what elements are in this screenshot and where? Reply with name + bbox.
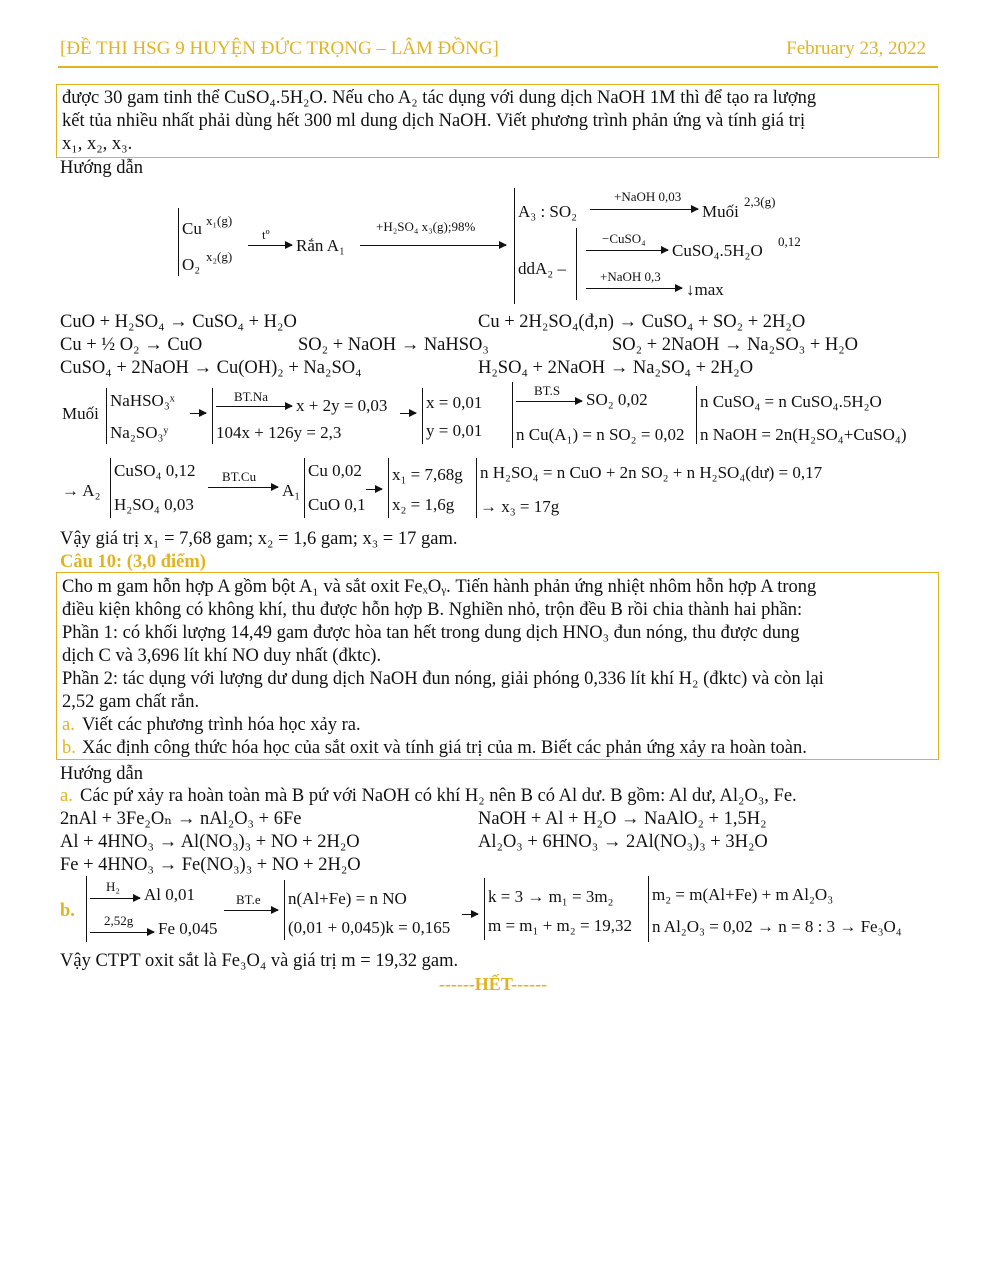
scheme-salt: Muối: [702, 202, 739, 221]
scheme-cu-mass: x₁(g): [206, 213, 233, 228]
calc-btcu-label: BT.Cu: [222, 469, 257, 484]
q9-result: Vậy giá trị x₁ = 7,68 gam; x₂ = 1,6 gam; x₃ = 17 gam.: [60, 529, 458, 549]
calc-y: y = 0,01: [426, 421, 483, 440]
calc-x: x = 0,01: [426, 393, 483, 412]
q9-eq-5: SO₂ + 2NaOH → Na₂SO₃ + H₂O: [612, 335, 859, 355]
q10-eq-5: Fe + 4HNO₃ → Fe(NO₃)₃ + NO + 2H₂O: [60, 855, 361, 875]
scheme-arrow2-label: +H₂SO₄ x₃(g);98%: [376, 219, 476, 234]
calc-salt-label: Muối: [62, 404, 99, 423]
q10-part-a-label: a.: [62, 715, 75, 735]
q10b-k-eq: (0,01 + 0,045)k = 0,165: [288, 918, 451, 937]
q10-line-6: 2,52 gam chất rắn.: [62, 692, 200, 712]
q10-eq-4: Al₂O₃ + 6HNO₃ → 2Al(NO₃)₃ + 3H₂O: [478, 832, 768, 852]
q10-guide-a-text: Các pứ xảy ra hoàn toàn mà B pứ với NaOH có khí H₂ nên B có Al dư. B gồm: Al dư, Al₂O₃, Fe.: [80, 786, 797, 806]
calc-a1-cuo: CuO 0,1: [308, 495, 366, 514]
q10-part-a-text: Viết các phương trình hóa học xảy ra.: [82, 715, 361, 735]
q10-line-4: dịch C và 3,696 lít khí NO duy nhất (đktc).: [62, 646, 382, 666]
end-marker: ------HẾT------: [438, 974, 548, 994]
q10-guide-a-label: a.: [60, 786, 73, 806]
q10b-al: Al 0,01: [144, 885, 195, 904]
calc-eq-1: x + 2y = 0,03: [296, 396, 388, 415]
scheme-precipitate-max: ↓max: [686, 280, 724, 299]
calc-eq-2: 104x + 126y = 2,3: [216, 423, 342, 442]
q10-line-3: Phần 1: có khối lượng 14,49 gam được hòa tan hết trong dung dịch HNO₃ đun nóng, thu được dung: [62, 623, 800, 643]
q10-eq-1: 2nAl + 3Fe₂Oₙ → nAl₂O₃ + 6Fe: [60, 809, 302, 829]
calc-ncu: n Cu(A₁) = n SO₂ = 0,02: [516, 425, 685, 444]
scheme-salt-mass: 2,3(g): [744, 194, 776, 209]
q9-eq-2: Cu + 2H₂SO₄(đ,n) → CuSO₄ + SO₂ + 2H₂O: [478, 312, 806, 332]
calc-nahso3: NaHSO₃ˣ: [110, 391, 175, 410]
document-header-title: [ĐỀ THI HSG 9 HUYỆN ĐỨC TRỌNG – LÂM ĐỒNG]: [60, 38, 499, 59]
q10-b-label: b.: [60, 901, 75, 921]
q10-final: Vậy CTPT oxit sắt là Fe₃O₄ và giá trị m = 19,32 gam.: [60, 951, 459, 971]
q9-line-2: kết tủa nhiều nhất phải dùng hết 300 ml dung dịch NaOH. Viết phương trình phản ứng và tính giá trị: [62, 111, 806, 131]
calc-x2: x₂ = 1,6g: [392, 495, 455, 514]
header-divider: [58, 66, 938, 68]
calc-a2: → A₂: [62, 481, 101, 500]
scheme-naoh-arrow: [586, 288, 682, 289]
scheme-cuso4-mol: 0,12: [778, 234, 801, 249]
q10-part-b-text: Xác định công thức hóa học của sắt oxit và tính giá trị của m. Biết các phản ứng xảy ra hoàn toàn.: [82, 738, 807, 758]
scheme-a3-arrow-label: +NaOH 0,03: [614, 189, 682, 204]
q10b-k: k = 3 → m₁ = 3m₂: [488, 887, 614, 906]
q9-eq-7: H₂SO₄ + 2NaOH → Na₂SO₄ + 2H₂O: [478, 358, 754, 378]
document-header-date: February 23, 2022: [786, 38, 926, 59]
scheme-cuso4-product: CuSO₄.5H₂O: [672, 241, 763, 260]
scheme-a3: A₃ : SO₂: [518, 202, 578, 221]
calc-na2so3: Na₂SO₃ʸ: [110, 423, 169, 442]
scheme-arrow1: [248, 245, 292, 246]
scheme-arrow1-label: tº: [262, 227, 270, 242]
calc-a2-cuso4: CuSO₄ 0,12: [114, 461, 196, 480]
q10-title: Câu 10: (3,0 điểm): [60, 552, 206, 572]
q10b-nal2o3: n Al₂O₃ = 0,02 → n = 8 : 3 → Fe₃O₄: [652, 917, 902, 936]
calc-so2: SO₂ 0,02: [586, 390, 648, 409]
scheme-arrow2: [360, 245, 506, 246]
q10-guide-label: Hướng dẫn: [60, 764, 144, 784]
calc-nh2so4: n H₂SO₄ = n CuO + 2n SO₂ + n H₂SO₄(dư) = 0,17: [480, 463, 823, 482]
calc-a2-h2so4: H₂SO₄ 0,03: [114, 495, 194, 514]
q10b-bte-label: BT.e: [236, 892, 261, 907]
scheme-o2-mass: x₂(g): [206, 249, 233, 264]
q10-eq-3: Al + 4HNO₃ → Al(NO₃)₃ + NO + 2H₂O: [60, 832, 360, 852]
q10-line-5: Phần 2: tác dụng với lượng dư dung dịch NaOH đun nóng, giải phóng 0,336 lít khí H₂ (đktc) và còn lại: [62, 669, 824, 689]
q9-eq-3: Cu + ½ O₂ → CuO: [60, 335, 203, 355]
scheme-solid-a1: Rắn A₁: [296, 236, 345, 255]
q10b-m: m = m₁ + m₂ = 19,32: [488, 916, 633, 935]
q10-line-1: Cho m gam hỗn hợp A gồm bột A₁ và sắt oxit FeₓOᵧ. Tiến hành phản ứng nhiệt nhôm hỗn hợp A trong: [62, 577, 817, 597]
scheme-cu: Cu: [182, 219, 202, 238]
calc-x1: x₁ = 7,68g: [392, 465, 463, 484]
q9-line-3: x₁, x₂, x₃.: [62, 134, 133, 154]
calc-a1: A₁: [282, 481, 301, 500]
q10-part-b-label: b.: [62, 738, 76, 758]
q9-line-1: được 30 gam tinh thể CuSO₄.5H₂O. Nếu cho A₂ tác dụng với dung dịch NaOH 1M thì để tạo ra lượng: [62, 88, 817, 108]
q10b-mass-label: 2,52g: [104, 913, 134, 928]
calc-ncuso4: n CuSO₄ = n CuSO₄.5H₂O: [700, 392, 882, 411]
scheme-a3-arrow: [590, 209, 698, 210]
q10-eq-2: NaOH + Al + H₂O → NaAlO₂ + 1,5H₂: [478, 809, 767, 829]
scheme-o2: O₂: [182, 255, 201, 274]
scheme-naoh-arrow-label: +NaOH 0,3: [600, 269, 661, 284]
q9-eq-4: SO₂ + NaOH → NaHSO₃: [298, 335, 489, 355]
q10b-h2-label: H₂: [106, 879, 120, 894]
calc-x3: → x₃ = 17g: [480, 497, 560, 516]
q9-eq-6: CuSO₄ + 2NaOH → Cu(OH)₂ + Na₂SO₄: [60, 358, 362, 378]
q10b-fe: Fe 0,045: [158, 919, 218, 938]
calc-nnaoh: n NaOH = 2n(H₂SO₄+CuSO₄): [700, 425, 907, 444]
calc-bts-label: BT.S: [534, 383, 561, 398]
calc-btna-label: BT.Na: [234, 389, 269, 404]
calc-a1-cu: Cu 0,02: [308, 461, 362, 480]
scheme-cuso4-arrow: [586, 250, 668, 251]
scheme-dda2: ddA₂ –: [518, 259, 566, 278]
q9-guide-label: Hướng dẫn: [60, 158, 144, 178]
q10b-m2: m₂ = m(Al+Fe) + m Al₂O₃: [652, 885, 834, 904]
q10-line-2: điều kiện không có không khí, thu được hỗn hợp B. Nghiền nhỏ, trộn đều B rồi chia thành hai phần:: [62, 600, 803, 620]
scheme-cuso4-arrow-label: −CuSO₄: [602, 231, 646, 246]
q10b-n-eq: n(Al+Fe) = n NO: [288, 889, 407, 908]
q9-eq-1: CuO + H₂SO₄ → CuSO₄ + H₂O: [60, 312, 297, 332]
